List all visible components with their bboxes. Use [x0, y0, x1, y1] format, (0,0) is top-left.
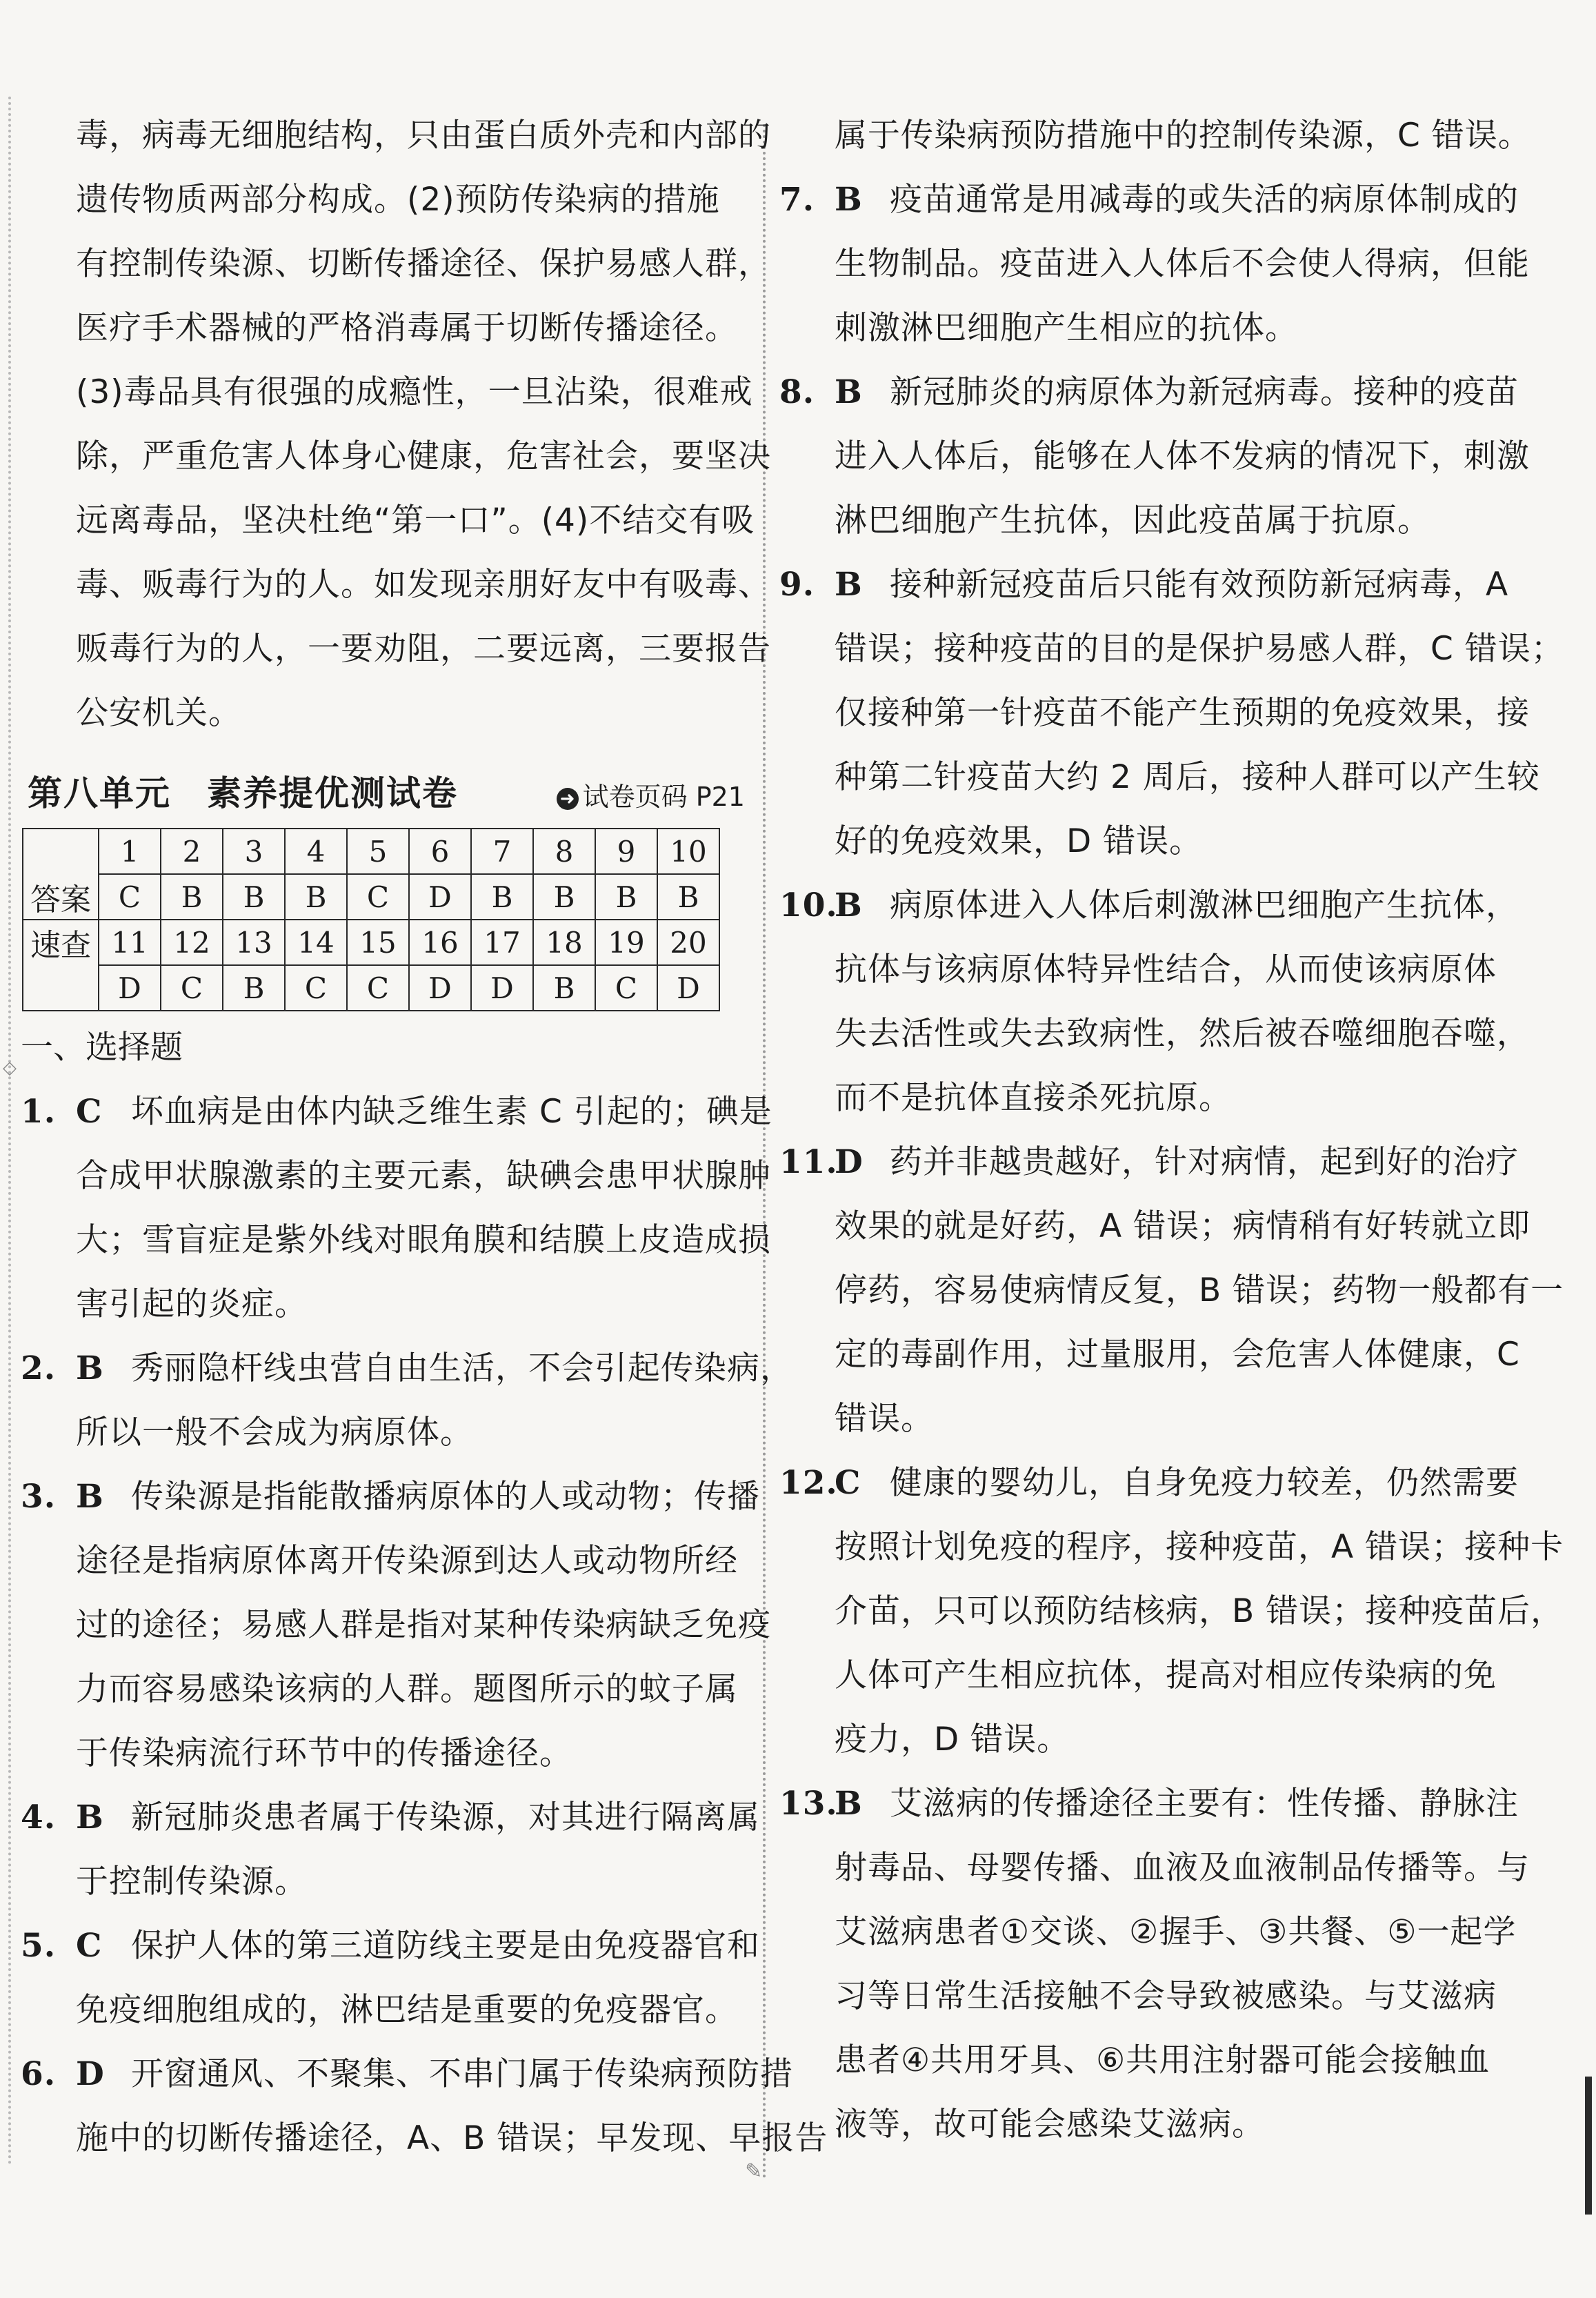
text-line: 公安机关。 — [76, 694, 241, 732]
answer-cell: B — [595, 874, 657, 920]
explanation-line: 途径是指病原体离开传染源到达人或动物所经 — [76, 1542, 738, 1580]
explanation-line: 艾滋病患者①交谈、②握手、③共餐、⑤一起学 — [835, 1913, 1517, 1951]
page-reference — [557, 775, 745, 813]
answer-cell: D — [409, 965, 471, 1011]
answer-letter: C — [76, 1093, 103, 1131]
table-row — [23, 965, 719, 1011]
answer-letter: D — [835, 1143, 864, 1181]
text-line: 医疗手术器械的严格消毒属于切断传播途径。 — [76, 309, 738, 347]
explanation-line: 疫力，D 错误。 — [835, 1721, 1070, 1759]
answer-item — [21, 1080, 772, 1336]
question-number: 19 — [595, 920, 657, 965]
part-title: 一、选择题 — [21, 1029, 183, 1067]
answer-cell: B — [223, 874, 285, 920]
explanation-line: 药并非越贵越好，针对病情，起到好的治疗 — [890, 1143, 1519, 1181]
answer-letter: B — [835, 886, 863, 924]
answer-letter: B — [76, 1478, 104, 1516]
question-number: 12. — [779, 1464, 838, 1502]
answer-cell: C — [285, 965, 347, 1011]
explanation-line: 于传染病流行环节中的传播途径。 — [76, 1734, 572, 1772]
question-number: 13 — [223, 920, 285, 965]
question-number: 17 — [471, 920, 533, 965]
table-label-bottom: 速查 — [23, 920, 99, 1011]
question-number: 8. — [779, 373, 815, 411]
answer-cell: C — [99, 874, 161, 920]
text-line: 属于传染病预防措施中的控制传染源，C 错误。 — [835, 117, 1531, 155]
answer-letter: C — [76, 1927, 103, 1965]
explanation-line: 刺激淋巴细胞产生相应的抗体。 — [835, 309, 1298, 347]
answer-letter: B — [76, 1349, 104, 1387]
explanation-line: 仅接种第一针疫苗不能产生预期的免疫效果，接 — [835, 694, 1530, 732]
explanation-line: 定的毒副作用，过量服用，会危害人体健康，C — [835, 1336, 1520, 1374]
explanation-line: 错误。 — [835, 1400, 934, 1438]
answer-item — [21, 1336, 793, 1465]
table-row — [23, 874, 719, 920]
question-number: 13. — [779, 1785, 838, 1823]
explanation-line: 开窗通风、不聚集、不串门属于传染病预防措 — [131, 2055, 793, 2093]
answer-cell: B — [533, 874, 595, 920]
explanation-line: 保护人体的第三道防线主要是由免疫器官和 — [131, 1927, 760, 1965]
table-label-top: 答案 — [23, 829, 99, 920]
explanation-line: 艾滋病的传播途径主要有：性传播、静脉注 — [890, 1785, 1519, 1823]
answer-letter: B — [76, 1799, 104, 1836]
explanation-line: 停药，容易使病情反复，B 错误；药物一般都有一 — [835, 1271, 1564, 1309]
explanation-line: 好的免疫效果，D 错误。 — [835, 822, 1203, 860]
explanation-line: 种第二针疫苗大约 2 周后，接种人群可以产生较 — [835, 758, 1540, 796]
answer-cell: B — [223, 965, 285, 1011]
question-number: 12 — [161, 920, 223, 965]
question-number: 14 — [285, 920, 347, 965]
explanation-line: 按照计划免疫的程序，接种疫苗，A 错误；接种卡 — [835, 1528, 1564, 1566]
page-edge-shadow — [1585, 2077, 1592, 2215]
explanation-line: 健康的婴幼儿，自身免疫力较差，仍然需要 — [890, 1464, 1519, 1502]
explanation-line: 介苗，只可以预防结核病，B 错误；接种疫苗后， — [835, 1592, 1564, 1630]
explanation-line: 生物制品。疫苗进入人体后不会使人得病，但能 — [835, 245, 1530, 283]
answer-cell: C — [347, 965, 409, 1011]
question-number: 15 — [347, 920, 409, 965]
answer-item — [779, 360, 1573, 553]
answer-cell: C — [347, 874, 409, 920]
answer-cell: C — [595, 965, 657, 1011]
explanation-line: 患者④共用牙具、⑥共用注射器可能会接触血 — [835, 2041, 1490, 2079]
question-number: 1. — [21, 1093, 57, 1131]
question-number: 2 — [161, 829, 223, 874]
question-number: 4. — [21, 1799, 57, 1836]
explanation-line: 秀丽隐杆线虫营自由生活，不会引起传染病， — [131, 1349, 793, 1387]
answer-item — [779, 873, 1573, 1130]
question-number: 20 — [657, 920, 719, 965]
explanation-line: 效果的就是好药，A 错误；病情稍有好转就立即 — [835, 1207, 1531, 1245]
text-line: 贩毒行为的人，一要劝阻，二要远离，三要报告 — [76, 630, 771, 668]
explanation-line: 病原体进入人体后刺激淋巴细胞产生抗体， — [890, 886, 1519, 924]
explanation-line: 错误；接种疫苗的目的是保护易感人群，C 错误； — [835, 630, 1564, 668]
question-number: 7. — [779, 181, 815, 219]
text-line: 毒，病毒无细胞结构，只由蛋白质外壳和内部的 — [76, 117, 771, 155]
explanation-line: 力而容易感染该病的人群。题图所示的蚊子属 — [76, 1670, 738, 1708]
answer-letter: D — [76, 2055, 105, 2093]
question-number: 6 — [409, 829, 471, 874]
explanation-line: 传染源是指能散播病原体的人或动物；传播 — [131, 1478, 760, 1516]
question-number: 3. — [21, 1478, 57, 1516]
explanation-line: 合成甲状腺激素的主要元素，缺碘会患甲状腺肿 — [76, 1157, 771, 1195]
answer-cell: D — [657, 965, 719, 1011]
answer-item — [779, 553, 1573, 873]
explanation-line: 人体可产生相应抗体，提高对相应传染病的免 — [835, 1656, 1497, 1694]
explanation-line: 坏血病是由体内缺乏维生素 C 引起的；碘是 — [131, 1093, 772, 1131]
text-line: 除，严重危害人体身心健康，危害社会，要坚决 — [76, 437, 771, 475]
text-line: 远离毒品，坚决杜绝“第一口”。(4)不结交有吸 — [76, 502, 755, 539]
explanation-line: 接种新冠疫苗后只能有效预防新冠病毒，A — [890, 566, 1509, 604]
answer-item — [21, 1465, 771, 1785]
question-number: 10. — [779, 886, 838, 924]
explanation-line: 而不是抗体直接杀死抗原。 — [835, 1079, 1232, 1117]
explanation-line: 于控制传染源。 — [76, 1863, 308, 1901]
explanation-line: 新冠肺炎患者属于传染源，对其进行隔离属 — [131, 1799, 760, 1836]
arrow-right-icon: ➜ — [557, 788, 579, 810]
answer-item — [21, 1785, 760, 1914]
explanation-line: 害引起的炎症。 — [76, 1285, 308, 1323]
explanation-line: 失去活性或失去致病性，然后被吞噬细胞吞噬， — [835, 1015, 1530, 1053]
answer-cell: B — [161, 874, 223, 920]
answer-cell: B — [471, 874, 533, 920]
question-number: 2. — [21, 1349, 57, 1387]
answer-item — [779, 168, 1573, 360]
answer-cell: B — [285, 874, 347, 920]
text-line: 毒、贩毒行为的人。如发现亲朋好友中有吸毒、 — [76, 566, 771, 604]
explanation-line: 淋巴细胞产生抗体，因此疫苗属于抗原。 — [835, 502, 1430, 539]
question-number: 5 — [347, 829, 409, 874]
question-number: 6. — [21, 2055, 57, 2093]
question-number: 7 — [471, 829, 533, 874]
text-line: 遗传物质两部分构成。(2)预防传染病的措施 — [76, 181, 720, 219]
page-reference-text: 试卷页码 P21 — [582, 782, 745, 812]
scan-mark-icon: ◇ — [3, 1058, 17, 1078]
question-number: 4 — [285, 829, 347, 874]
question-number: 11 — [99, 920, 161, 965]
question-number: 3 — [223, 829, 285, 874]
answer-letter: B — [835, 566, 863, 604]
explanation-line: 液等，故可能会感染艾滋病。 — [835, 2106, 1265, 2143]
table-row — [23, 829, 719, 874]
explanation-line: 射毒品、母婴传播、血液及血液制品传播等。与 — [835, 1849, 1530, 1887]
answer-letter: C — [835, 1464, 861, 1502]
question-number: 8 — [533, 829, 595, 874]
answer-letter: B — [835, 1785, 863, 1823]
question-number: 11. — [779, 1143, 838, 1181]
text-line: (3)毒品具有很强的成瘾性，一旦沾染，很难戒 — [76, 373, 753, 411]
section-title: 第八单元 素养提优测试卷 — [28, 773, 458, 813]
binding-edge — [8, 97, 12, 2166]
scan-mark-icon: ✎ — [745, 2159, 763, 2183]
explanation-line: 大；雪盲症是紫外线对眼角膜和结膜上皮造成损 — [76, 1221, 771, 1259]
answer-item — [21, 1914, 760, 2042]
question-number: 1 — [99, 829, 161, 874]
section-header — [21, 752, 752, 828]
text-line: 有控制传染源、切断传播途径、保护易感人群， — [76, 245, 771, 283]
question-number: 5. — [21, 1927, 57, 1965]
explanation-line: 疫苗通常是用减毒的或失活的病原体制成的 — [890, 181, 1519, 219]
answer-letter: B — [835, 373, 863, 411]
explanation-line: 抗体与该病原体特异性结合，从而使该病原体 — [835, 951, 1497, 989]
answer-cell: C — [161, 965, 223, 1011]
left-continuation — [21, 103, 771, 745]
explanation-line: 过的途径；易感人群是指对某种传染病缺乏免疫 — [76, 1606, 771, 1644]
left-column — [3, 103, 828, 2170]
answer-cell: D — [471, 965, 533, 1011]
answer-letter: B — [835, 181, 863, 219]
right-column — [779, 103, 1573, 2157]
table-row — [23, 920, 719, 965]
explanation-line: 施中的切断传播途径，A、B 错误；早发现、早报告 — [76, 2119, 828, 2157]
answer-quick-check-table — [22, 828, 720, 1011]
explanation-line: 习等日常生活接触不会导致被感染。与艾滋病 — [835, 1977, 1497, 2015]
answer-item — [779, 1451, 1573, 1772]
answer-cell: D — [409, 874, 471, 920]
question-number: 16 — [409, 920, 471, 965]
explanation-line: 新冠肺炎的病原体为新冠病毒。接种的疫苗 — [890, 373, 1519, 411]
answer-item — [21, 2042, 828, 2170]
question-number: 10 — [657, 829, 719, 874]
question-number: 9 — [595, 829, 657, 874]
answer-cell: B — [533, 965, 595, 1011]
question-number: 18 — [533, 920, 595, 965]
explanation-line: 进入人体后，能够在人体不发病的情况下，刺激 — [835, 437, 1530, 475]
explanation-line: 所以一般不会成为病原体。 — [76, 1414, 473, 1452]
explanation-line: 免疫细胞组成的，淋巴结是重要的免疫器官。 — [76, 1991, 738, 2029]
answer-item — [779, 1130, 1573, 1451]
answer-cell: B — [657, 874, 719, 920]
part-heading — [3, 1016, 752, 1080]
answer-cell: D — [99, 965, 161, 1011]
question-number: 9. — [779, 566, 815, 604]
answer-item — [779, 1772, 1573, 2157]
